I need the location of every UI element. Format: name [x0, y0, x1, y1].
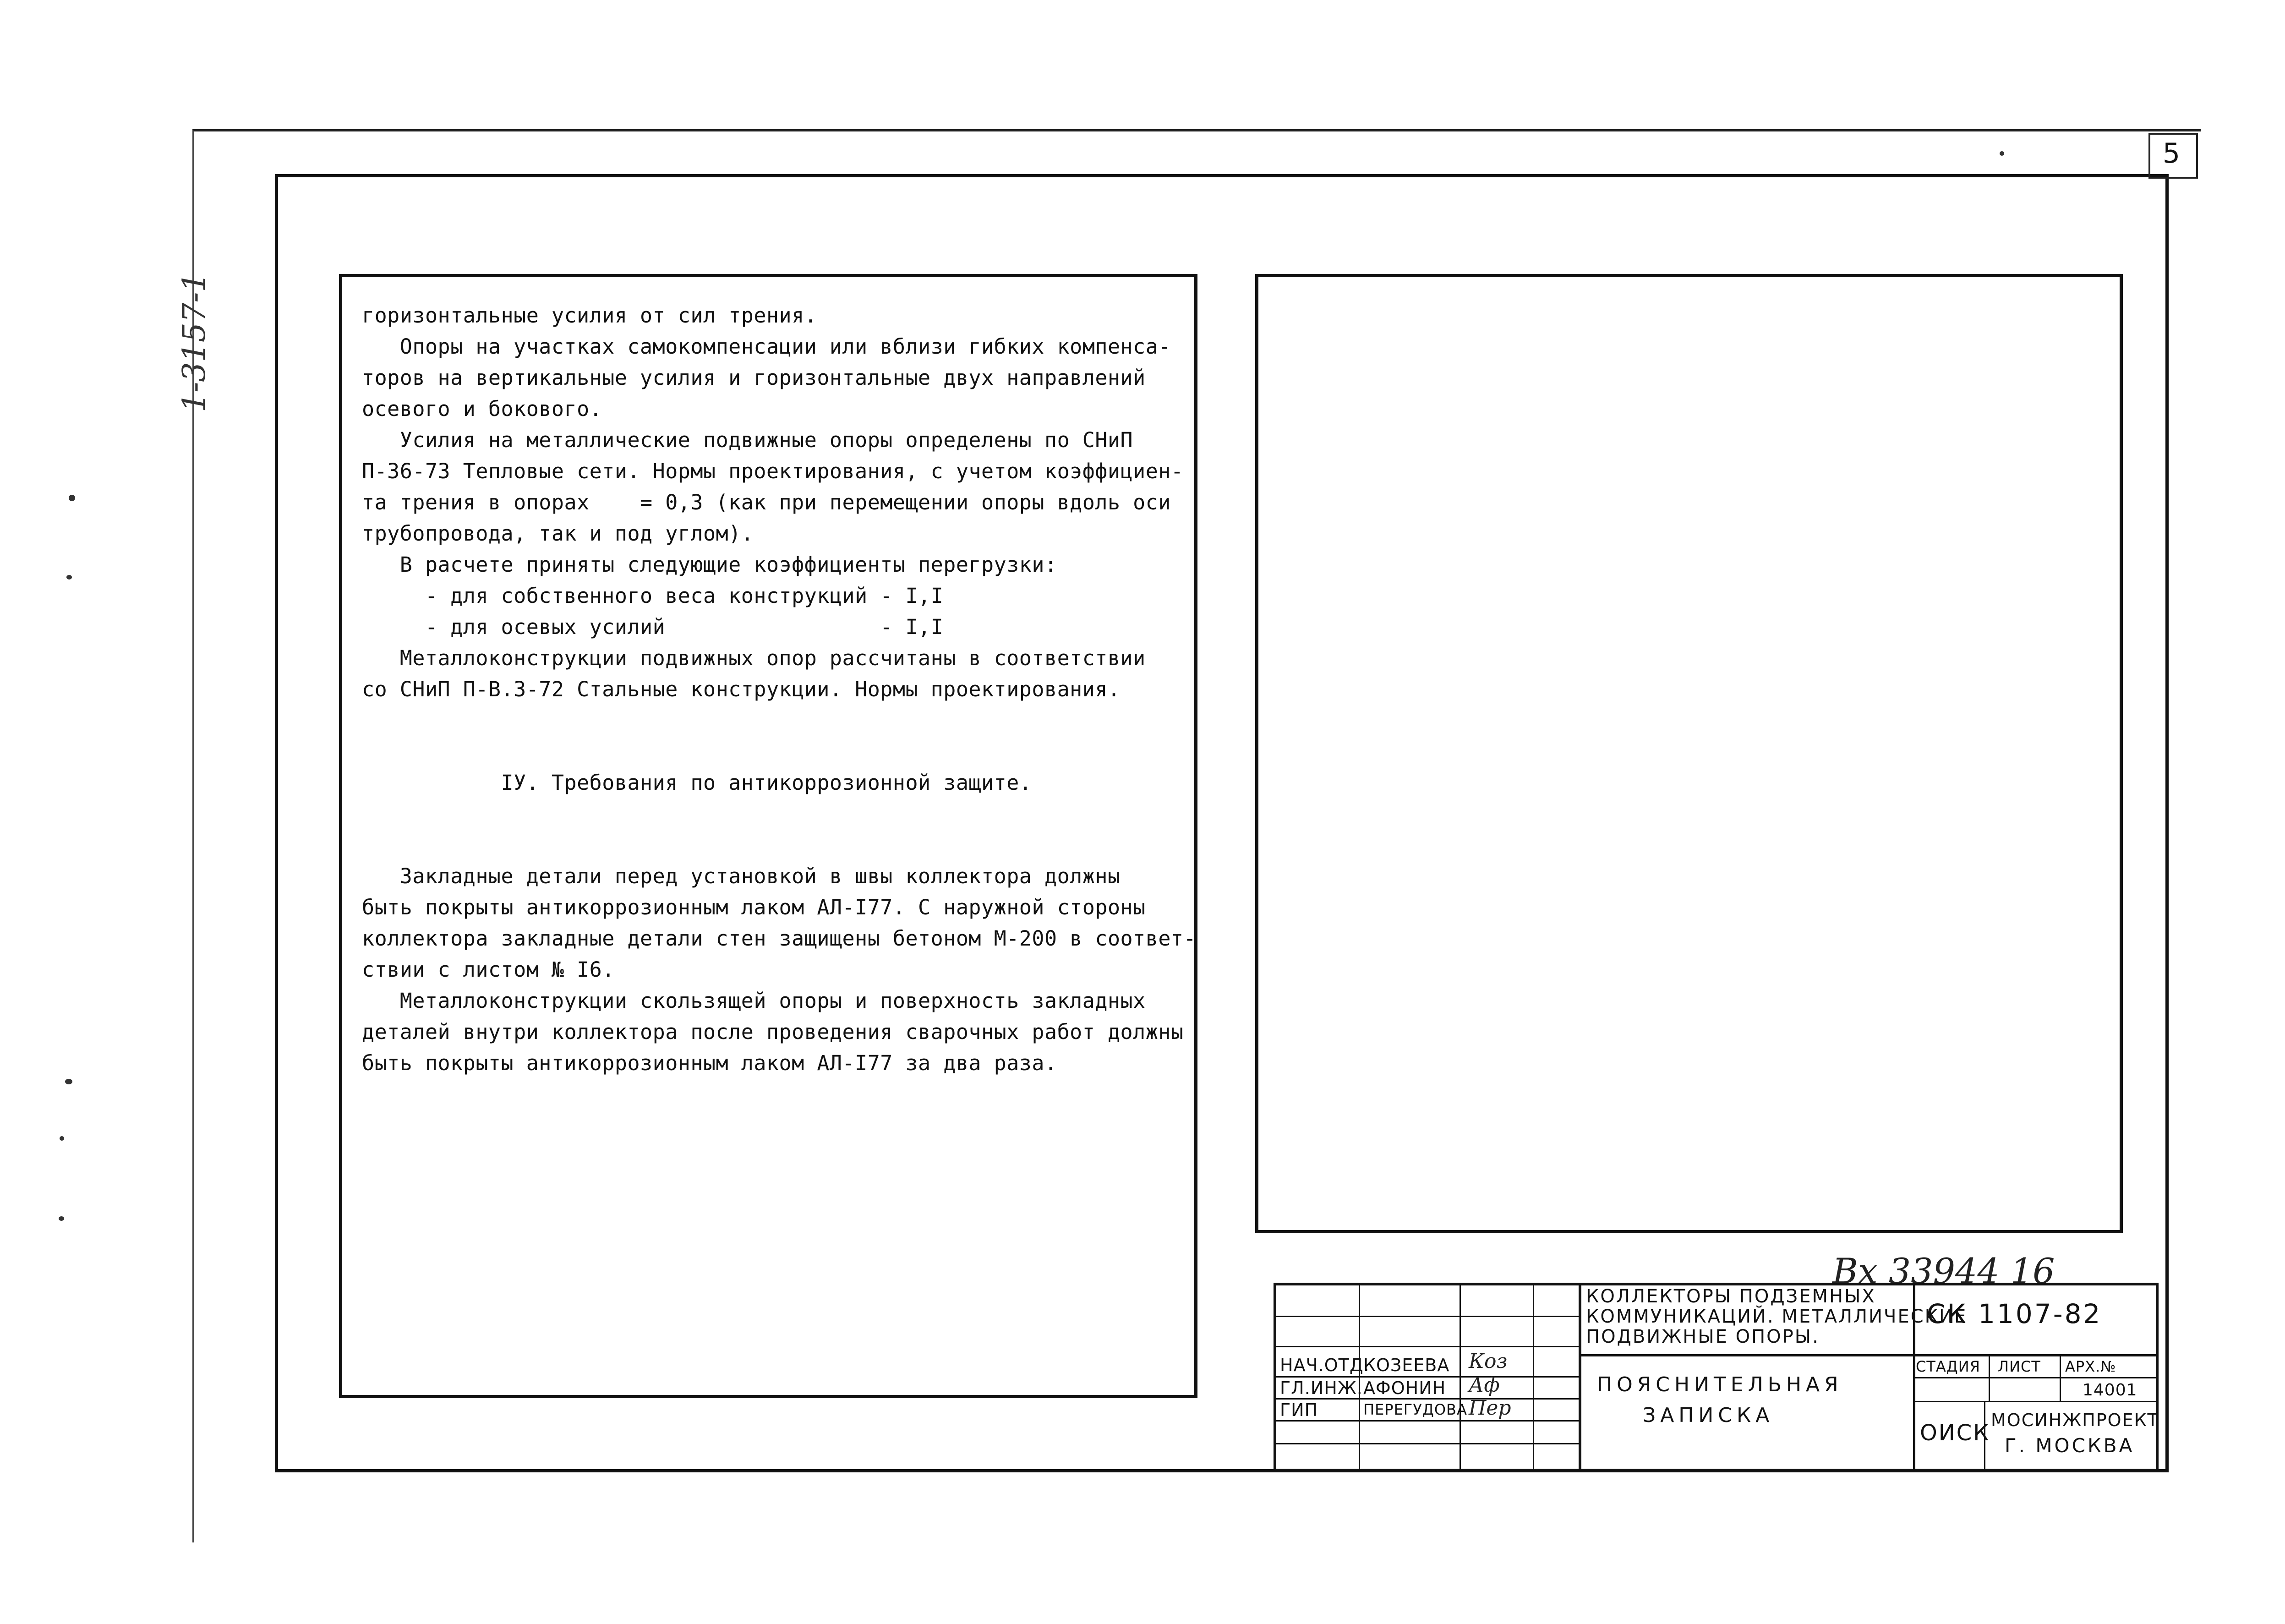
registration-number: Вх 33944 16 [1832, 1251, 2055, 1291]
person-name: АФОНИН [1363, 1378, 1446, 1398]
text-line: трубопровода, так и под углом). [362, 521, 754, 546]
role-label: ГЛ.ИНЖ. [1280, 1378, 1363, 1398]
text-line: IУ. Требования по антикоррозионной защите. [362, 771, 1032, 795]
grid-line [1359, 1285, 1360, 1469]
grid-line [1460, 1285, 1461, 1469]
grid-line [1579, 1354, 2156, 1356]
grid-line [2060, 1354, 2061, 1401]
signature: Коз [1469, 1350, 1508, 1373]
archive-number: 14001 [2083, 1381, 2137, 1400]
sheet-title-line-2: ЗАПИСКА [1643, 1404, 1774, 1427]
title-block [1274, 1283, 2159, 1471]
department-code: ОИСК [1920, 1420, 1990, 1446]
project-title-line-2: КОММУНИКАЦИЙ. МЕТАЛЛИЧЕСКИЕ [1586, 1306, 1968, 1327]
text-line: коллектора закладные детали стен защищены бетоном М-200 в соответ- [362, 926, 1197, 951]
text-line [362, 705, 1177, 736]
signature: Аф [1469, 1373, 1500, 1397]
project-title-line-1: КОЛЛЕКТОРЫ ПОДЗЕМНЫХ [1586, 1286, 1876, 1307]
scan-speck [60, 1136, 64, 1141]
scan-speck [69, 495, 75, 501]
project-title-line-3: ПОДВИЖНЫЕ ОПОРЫ. [1586, 1326, 1820, 1347]
sheet-title-line-1: ПОЯСНИТЕЛЬНАЯ [1597, 1373, 1843, 1396]
text-line [362, 798, 1177, 830]
text-line: быть покрыты антикоррозионным лаком АЛ-I77 за два раза. [362, 1051, 1057, 1075]
grid-line [1533, 1285, 1534, 1469]
scan-speck [59, 1216, 64, 1221]
text-line: ствии с листом № I6. [362, 957, 615, 982]
text-line: деталей внутри коллектора после проведения сварочных работ должны [362, 1020, 1184, 1044]
organization-city: Г. МОСКВА [2005, 1434, 2135, 1457]
sheet-header: ЛИСТ [1998, 1358, 2041, 1375]
person-name: ПЕРЕГУДОВА [1363, 1401, 1467, 1418]
text-line: Металлоконструкции скользящей опоры и поверхность закладных [362, 989, 1146, 1013]
side-stamp: 1-3157-1 [176, 272, 213, 412]
text-line: Металлоконструкции подвижных опор рассчитаны в соответствии [362, 646, 1146, 670]
text-line: горизонтальные усилия от сил трения. [362, 303, 817, 328]
text-line: В расчете приняты следующие коэффициенты перегрузки: [362, 552, 1057, 577]
text-line: - для осевых усилий - I,I [362, 615, 944, 639]
person-name: КОЗЕЕВА [1363, 1355, 1450, 1375]
text-line: Опоры на участках самокомпенсации или вблизи гибких компенса- [362, 334, 1171, 359]
blank-drawing-panel [1255, 274, 2123, 1233]
signature: Пер [1469, 1396, 1511, 1420]
text-line: - для собственного веса конструкций - I,I [362, 584, 944, 608]
text-line: осевого и бокового. [362, 397, 602, 421]
text-line: та трения в опорах = 0,3 (как при перемещении опоры вдоль оси [362, 490, 1171, 514]
role-label: ГИП [1280, 1400, 1318, 1420]
text-line: со СНиП П-В.3-72 Стальные конструкции. Нормы проектирования. [362, 677, 1121, 701]
scan-speck [65, 1079, 72, 1084]
role-label: НАЧ.ОТД. [1280, 1355, 1370, 1375]
grid-line [1913, 1377, 2156, 1378]
explanatory-text [362, 300, 1197, 1079]
grid-line [1989, 1354, 1990, 1401]
document-code: СК 1107-82 [1927, 1298, 2102, 1329]
text-line: Усилия на металлические подвижные опоры определены по СНиП [362, 428, 1133, 452]
sheet-number: 5 [2162, 137, 2181, 170]
grid-line [1913, 1401, 2156, 1402]
text-line [362, 736, 1177, 767]
scan-speck [2000, 151, 2004, 156]
text-line [362, 830, 1177, 861]
text-line: П-36-73 Тепловые сети. Нормы проектирования, с учетом коэффициен- [362, 459, 1184, 483]
text-line: Закладные детали перед установкой в швы коллектора должны [362, 864, 1121, 888]
organization-name: МОСИНЖПРОЕКТ [1991, 1410, 2159, 1430]
text-line: торов на вертикальные усилия и горизонтальные двух направлений [362, 366, 1146, 390]
archive-header: АРХ.№ [2065, 1358, 2116, 1375]
stage-header: СТАДИЯ [1916, 1358, 1980, 1375]
scan-speck [66, 575, 72, 580]
text-line: быть покрыты антикоррозионным лаком АЛ-I77. С наружной стороны [362, 895, 1146, 919]
